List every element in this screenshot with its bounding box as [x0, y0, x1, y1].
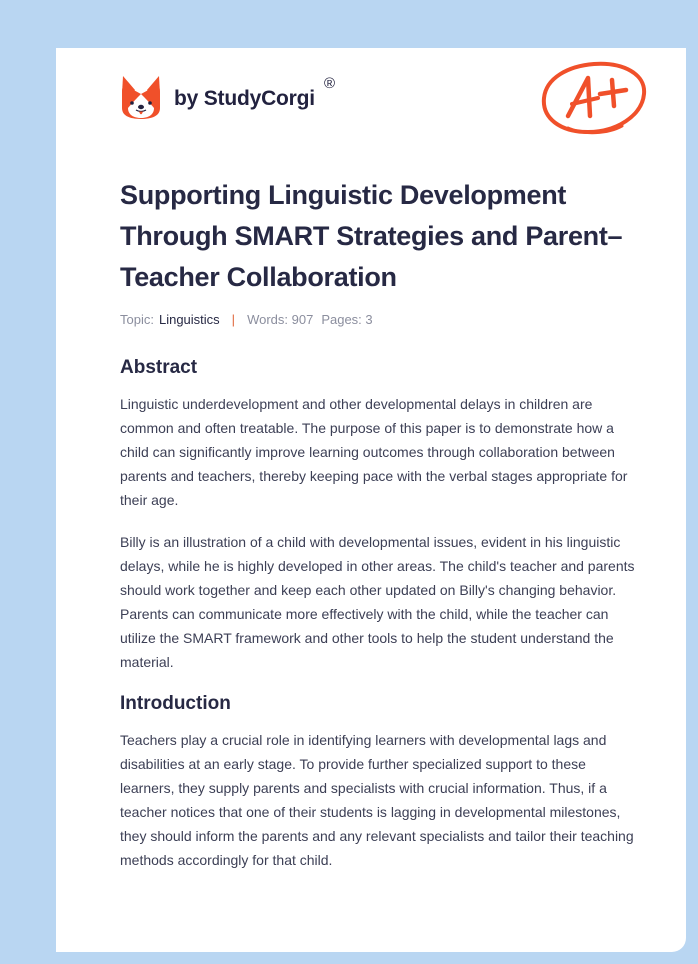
- page-count: Pages: 3: [321, 311, 373, 327]
- section-heading-introduction: Introduction: [120, 693, 231, 714]
- word-count: Words: 907: [247, 311, 314, 327]
- topic-label: Topic:: [120, 311, 154, 327]
- brand-name: [174, 75, 335, 111]
- a-plus-grade-icon: [538, 58, 650, 140]
- abstract-paragraph: Billy is an illustration of a child with developmental issues, evident in his linguistic delays, while he is highly developed in other areas. The child's teacher and parents should work together and keep each other updated on Billy's changing behavior. Parents can communicate more effectively with the child, while the teacher can utilize the SMART framework and other tools to help the student understand the material.: [120, 534, 635, 670]
- meta-separator: |: [231, 311, 236, 327]
- document-meta: [120, 310, 640, 328]
- corgi-icon: [120, 74, 162, 120]
- section-heading-abstract: Abstract: [120, 357, 198, 378]
- document-card: [56, 48, 686, 952]
- studycorgi-logo[interactable]: [120, 74, 335, 120]
- document-content: [120, 175, 640, 872]
- introduction-paragraph: Teachers play a crucial role in identifying learners with developmental lags and disabilities at an early stage. To provide further specialized support to these learners, they supply parents and specialists with crucial information. Thus, if a teacher notices that one of their students is lagging in developmental milestones, they should inform the parents and any relevant specialists and tailor their teaching methods accordingly for that child.: [120, 732, 634, 868]
- brand-name-text: by StudyCorgi: [174, 87, 315, 110]
- page-header: [56, 48, 686, 158]
- abstract-paragraph: Linguistic underdevelopment and other developmental delays in children are common and often treatable. The purpose of this paper is to demonstrate how a child can significantly improve learning outcomes through collaboration between parents and teachers, thereby keeping pace with the verbal stages appropriate for their age.: [120, 396, 628, 508]
- document-title: Supporting Linguistic Development Through SMART Strategies and Parent–Teacher Collaboration: [120, 180, 623, 292]
- topic-link[interactable]: Linguistics: [158, 311, 220, 327]
- registered-mark: ®: [324, 75, 335, 92]
